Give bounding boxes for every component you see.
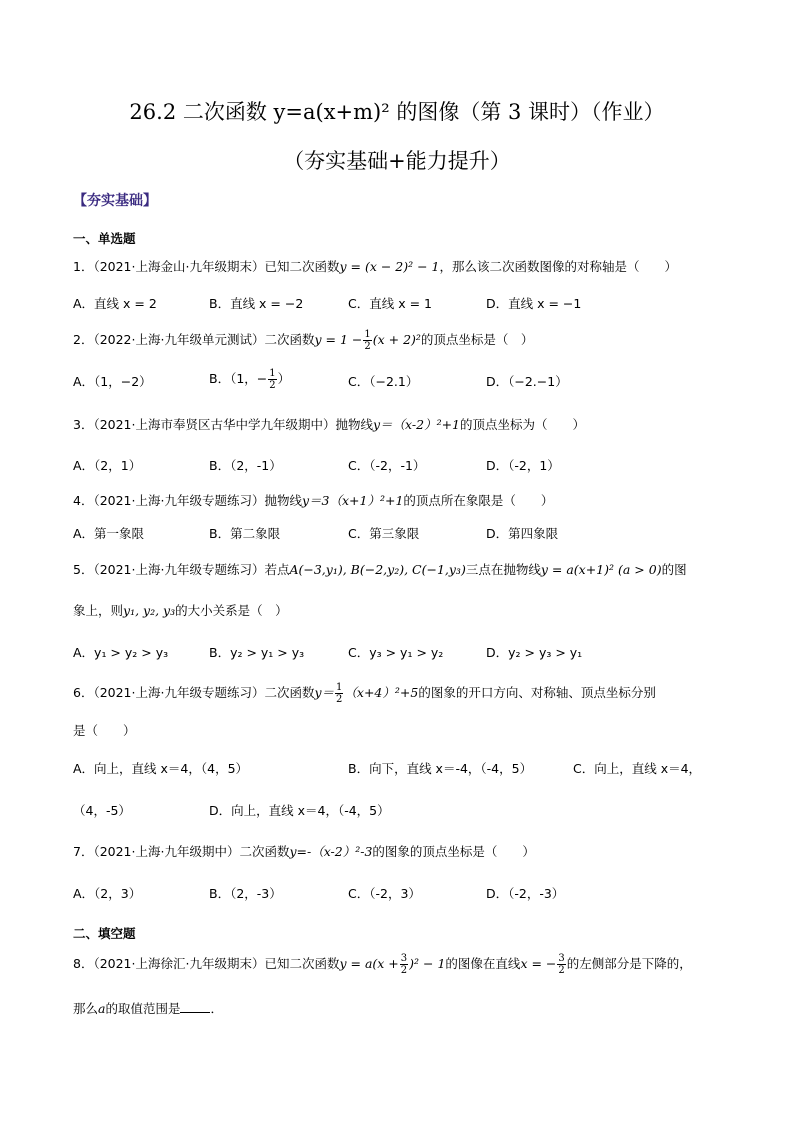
question-6-frac-num: 1: [336, 682, 343, 693]
part1-heading: 一、单选题: [73, 231, 136, 246]
question-5: [73, 560, 687, 578]
page-subtitle: （夯实基础+能力提升）: [283, 149, 511, 173]
question-2-option-d[interactable]: D．（−2.−1）: [486, 374, 568, 389]
question-5-option-c[interactable]: C．y₃ > y₁ > y₂: [348, 645, 444, 660]
question-1-suffix: ，那么该二次函数图像的对称轴是（ ）: [439, 259, 678, 274]
question-2-option-c[interactable]: C．（−2.1）: [348, 374, 419, 389]
question-1-option-c[interactable]: C．直线 x = 1: [348, 296, 432, 311]
page-title: 26.2 二次函数 y=a(x+m)² 的图像（第 3 课时）（作业）: [129, 100, 665, 124]
question-3-option-a[interactable]: A．（2，1）: [73, 458, 142, 473]
question-1-prefix: 1．（2021·上海金山·九年级期末）已知二次函数: [73, 259, 340, 274]
question-8-formula-b: )² − 1: [409, 956, 446, 971]
question-5-line-2-prefix: 象上，则: [73, 603, 124, 618]
question-3-suffix: 的顶点坐标为（ ）: [460, 417, 586, 432]
question-8-formula-2a: x = −: [520, 956, 557, 971]
question-4-option-c[interactable]: C．第三象限: [348, 526, 420, 541]
question-6-suffix: 的图象的开口方向、对称轴、顶点坐标分别: [418, 685, 656, 700]
question-2-option-b[interactable]: [209, 368, 290, 391]
question-8-frac2-num: 3: [558, 953, 565, 964]
question-6: [73, 682, 656, 705]
question-8-line-2-suffix: 的取值范围是: [105, 1001, 181, 1016]
question-7-prefix: 7．（2021·上海·九年级期中）二次函数: [73, 844, 290, 859]
question-3-option-d[interactable]: D．（-2，1）: [486, 458, 560, 473]
question-3-option-c[interactable]: C．（-2，-1）: [348, 458, 426, 473]
question-5-line-2-suffix: 的大小关系是（ ）: [175, 603, 288, 618]
question-8-fraction-2: [557, 953, 565, 976]
question-2: [73, 329, 533, 352]
question-6-option-c[interactable]: C．向上，直线 x＝4，: [573, 761, 702, 776]
question-4-formula: y＝3（x+1）²+1: [301, 493, 404, 508]
question-6-fraction: [335, 682, 343, 705]
question-3: [73, 415, 585, 433]
question-5-prefix: 5．（2021·上海·九年级专题练习）若点: [73, 562, 290, 577]
question-6-line-2: 是（ ）: [73, 723, 136, 738]
answer-blank[interactable]: [180, 1012, 210, 1013]
question-2-formula-a: y = 1 −: [314, 332, 363, 347]
question-3-option-b[interactable]: B．（2，-1）: [209, 458, 282, 473]
question-7-option-a[interactable]: A．（2，3）: [73, 886, 142, 901]
question-2-fraction: [363, 329, 371, 352]
question-8-prefix: 8．（2021·上海徐汇·九年级期末）已知二次函数: [73, 956, 340, 971]
question-4-option-b[interactable]: B．第二象限: [209, 526, 281, 541]
question-5-option-b[interactable]: B．y₂ > y₁ > y₃: [209, 645, 305, 660]
question-2-suffix: 的顶点坐标是（ ）: [420, 332, 534, 347]
question-7: [73, 842, 535, 860]
question-1: [73, 257, 677, 275]
question-5-suffix: 的图: [661, 562, 687, 577]
question-7-option-b[interactable]: B．（2，-3）: [209, 886, 282, 901]
question-6-frac-den: 2: [336, 694, 343, 705]
question-8-frac2-den: 2: [558, 965, 565, 976]
question-8-formula-2b: 的左侧部分是下降的，: [566, 956, 692, 971]
question-2-frac-num: 1: [364, 329, 371, 340]
question-2-option-b-fraction: [268, 368, 276, 391]
question-4-option-a[interactable]: A．第一象限: [73, 526, 145, 541]
question-2-option-a[interactable]: A．（1，−2）: [73, 374, 152, 389]
question-8-line-2-prefix: 那么: [73, 1001, 99, 1016]
question-8-formula-a: y = a(x +: [339, 956, 399, 971]
question-6-prefix: 6．（2021·上海·九年级专题练习）二次函数: [73, 685, 315, 700]
question-8-var: a: [98, 1001, 106, 1016]
question-7-option-d[interactable]: D．（-2，-3）: [486, 886, 565, 901]
question-6-formula-a: y＝: [314, 685, 335, 700]
question-4: [73, 491, 553, 509]
question-5-option-d[interactable]: D．y₂ > y₃ > y₁: [486, 645, 583, 660]
question-2-frac-den: 2: [364, 341, 371, 352]
question-7-suffix: 的图象的顶点坐标是（ ）: [372, 844, 535, 859]
question-8-mid: 的图像在直线: [445, 956, 521, 971]
question-2-option-b-tail: ）: [277, 371, 291, 386]
question-8-frac-den: 2: [400, 965, 408, 976]
question-5-line-2-formula: y₁, y₂, y₃: [123, 603, 176, 618]
question-2-option-b-frac-num: 1: [269, 368, 276, 379]
question-8-line-2-end: ．: [210, 1001, 223, 1016]
question-5-line-2: [73, 601, 288, 619]
question-6-option-a[interactable]: A．向上，直线 x＝4，（4，5）: [73, 761, 249, 776]
question-5-option-a[interactable]: A．y₁ > y₂ > y₃: [73, 645, 169, 660]
question-8: [73, 953, 692, 976]
question-5-mid: 三点在抛物线: [465, 562, 541, 577]
question-8-line-2: [73, 999, 223, 1017]
question-2-option-b-frac-den: 2: [269, 380, 276, 391]
question-1-option-a[interactable]: A．直线 x = 2: [73, 296, 157, 311]
question-6-option-c-cont: （4，-5）: [73, 803, 131, 818]
question-8-frac-num: 3: [400, 953, 408, 964]
question-2-formula-b: (x + 2)²: [372, 332, 421, 347]
question-7-option-c[interactable]: C．（-2，3）: [348, 886, 421, 901]
question-4-suffix: 的顶点所在象限是（ ）: [403, 493, 554, 508]
part2-heading: 二、填空题: [73, 926, 136, 941]
question-7-formula: y=-（x-2）²-3: [289, 844, 373, 859]
question-2-option-b-text: B．（1，−: [209, 371, 268, 386]
question-8-fraction: [400, 953, 408, 976]
question-6-option-d[interactable]: D．向上，直线 x＝4，（-4，5）: [209, 803, 390, 818]
question-5-formula: A(−3,y₁), B(−2,y₂), C(−1,y₃): [289, 562, 466, 577]
question-4-option-d[interactable]: D．第四象限: [486, 526, 559, 541]
question-1-formula: y = (x − 2)² − 1: [339, 259, 440, 274]
question-2-prefix: 2．（2022·上海·九年级单元测试）二次函数: [73, 332, 315, 347]
question-5-formula-2: y = a(x+1)² (a > 0): [540, 562, 662, 577]
question-6-formula-b: （x+4）²+5: [344, 685, 419, 700]
question-1-option-d[interactable]: D．直线 x = −1: [486, 296, 582, 311]
section-label: 【夯实基础】: [73, 193, 157, 209]
question-4-prefix: 4．（2021·上海·九年级专题练习）抛物线: [73, 493, 302, 508]
question-1-option-b[interactable]: B．直线 x = −2: [209, 296, 304, 311]
question-6-option-b[interactable]: B．向下，直线 x＝-4，（-4，5）: [348, 761, 533, 776]
question-3-formula: y＝（x-2）²+1: [373, 417, 461, 432]
question-3-prefix: 3．（2021·上海市奉贤区古华中学九年级期中）抛物线: [73, 417, 373, 432]
